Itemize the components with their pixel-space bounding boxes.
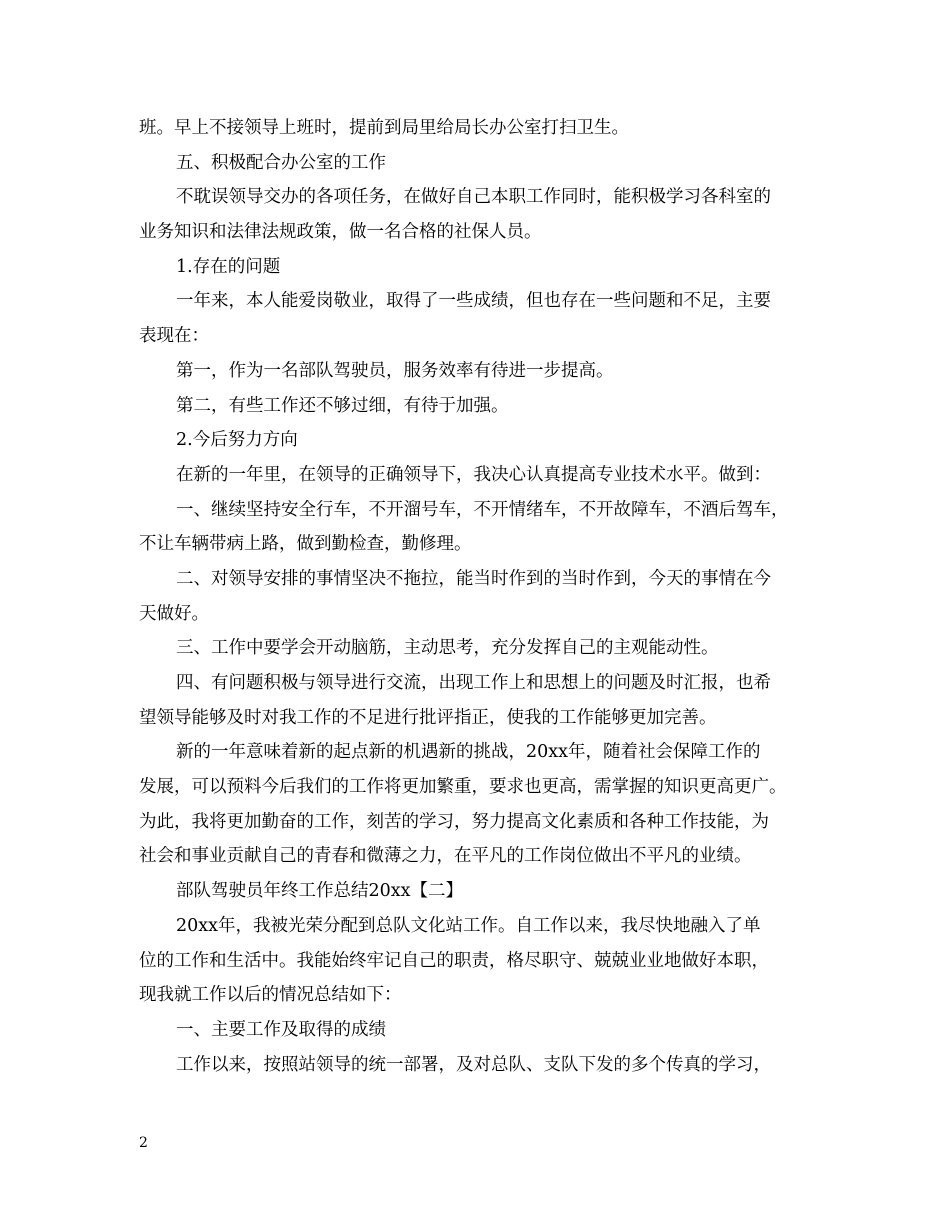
- text-line: 三、工作中要学会开动脑筋，主动思考，充分发挥自己的主观能动性。: [176, 638, 719, 659]
- text-line: 望领导能够及时对我工作的不足进行批评指正，使我的工作能够更加完善。: [139, 707, 717, 728]
- text-line: 表现在：: [139, 326, 209, 347]
- text-line: 第一，作为一名部队驾驶员，服务效率有待进一步提高。: [176, 360, 614, 381]
- page-number: 2: [139, 1135, 148, 1151]
- text-line: 位的工作和生活中。我能始终牢记自己的职责，格尽职守、兢兢业业地做好本职，: [139, 950, 769, 971]
- text-line: 业务知识和法律法规政策，做一名合格的社保人员。: [139, 222, 542, 243]
- text-line: 为此，我将更加勤奋的工作，刻苦的学习，努力提高文化素质和各种工作技能，为: [139, 811, 769, 832]
- text-line: 新的一年意味着新的起点新的机遇新的挑战，20xx年，随着社会保障工作的: [176, 742, 761, 763]
- text-line: 在新的一年里，在领导的正确领导下，我决心认真提高专业技术水平。做到：: [176, 464, 771, 485]
- text-line: 第二，有些工作还不够过细，有待于加强。: [176, 395, 509, 416]
- text-line: 部队驾驶员年终工作总结20xx【二】: [176, 881, 464, 902]
- text-line: 一、主要工作及取得的成绩: [176, 1019, 386, 1040]
- text-line: 不让车辆带病上路，做到勤检查，勤修理。: [139, 534, 472, 555]
- text-line: 工作以来，按照站领导的统一部署，及对总队、支队下发的多个传真的学习，: [176, 1054, 771, 1075]
- text-line: 20xx年，我被光荣分配到总队文化站工作。自工作以来，我尽快地融入了单: [176, 915, 761, 936]
- text-line: 五、积极配合办公室的工作: [176, 152, 386, 173]
- text-line: 社会和事业贡献自己的青春和微薄之力，在平凡的工作岗位做出不平凡的业绩。: [139, 846, 752, 867]
- text-line: 2.今后努力方向: [176, 430, 298, 451]
- text-line: 现我就工作以后的情况总结如下：: [139, 985, 402, 1006]
- text-line: 不耽误领导交办的各项任务，在做好自己本职工作同时，能积极学习各科室的: [176, 187, 771, 208]
- text-line: 一、继续坚持安全行车，不开溜号车，不开情绪车，不开故障车，不酒后驾车，: [176, 499, 789, 520]
- text-line: 发展，可以预料今后我们的工作将更加繁重，要求也更高，需掌握的知识更高更广。: [139, 777, 787, 798]
- text-line: 四、有问题积极与领导进行交流，出现工作上和思想上的问题及时汇报，也希: [176, 673, 771, 693]
- text-line: 一年来，本人能爱岗敬业，取得了一些成绩，但也存在一些问题和不足，主要: [176, 291, 771, 312]
- text-line: 1.存在的问题: [176, 256, 281, 277]
- text-line: 天做好。: [139, 603, 209, 624]
- text-line: 班。早上不接领导上班时，提前到局里给局长办公室打扫卫生。: [139, 118, 629, 138]
- body-text: [139, 111, 819, 1082]
- text-line: 二、对领导安排的事情坚决不拖拉，能当时作到的当时作到，今天的事情在今: [176, 568, 771, 589]
